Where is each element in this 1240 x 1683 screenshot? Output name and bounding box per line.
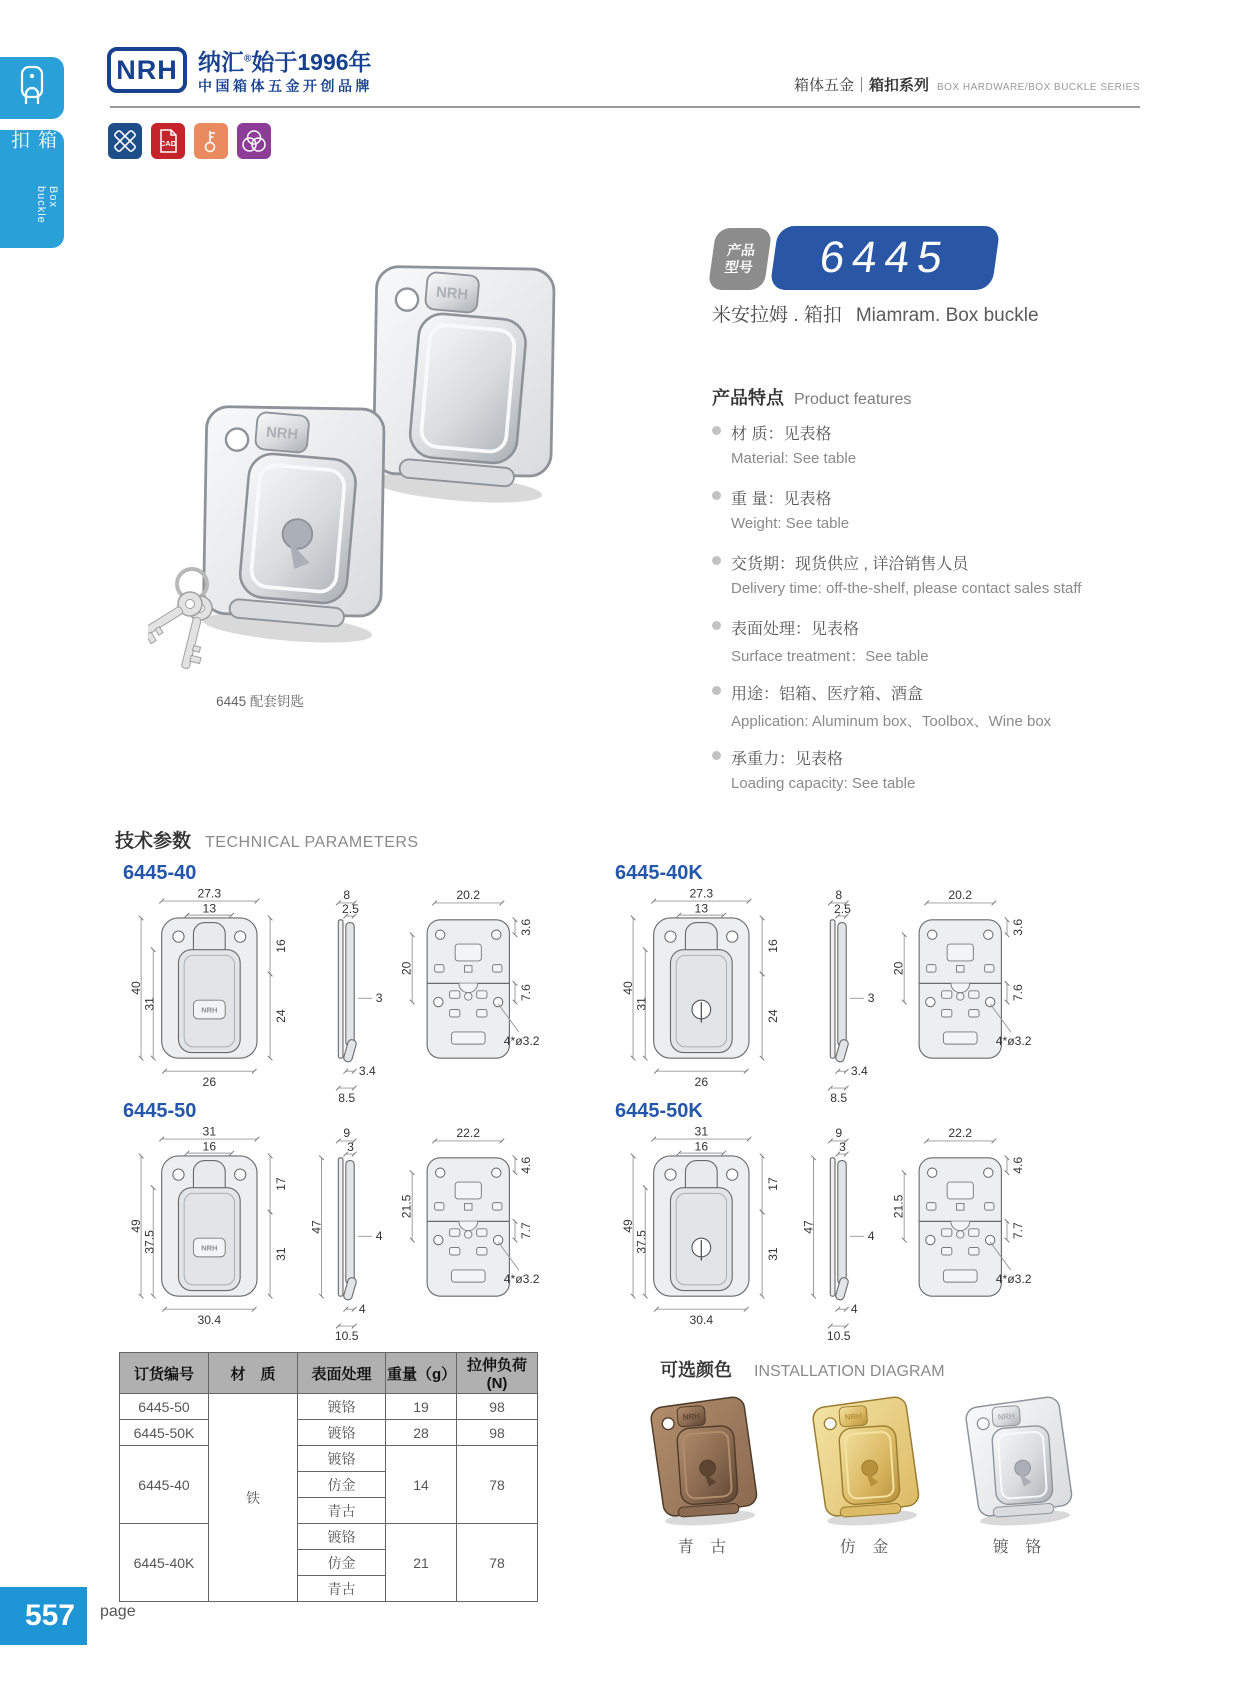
- tech-section-title: 技术参数 TECHNICAL PARAMETERS: [115, 831, 419, 852]
- side-view: [338, 888, 382, 1103]
- header-divider: [110, 106, 1140, 108]
- svg-text:20: 20: [399, 961, 414, 976]
- buckle-icon: [15, 64, 49, 113]
- svg-text:16: 16: [202, 1139, 217, 1154]
- bullet-icon: [712, 426, 721, 435]
- color-label: 仿 金: [839, 1539, 895, 1556]
- table-row: 6445-40 镀铬 14 78: [120, 1446, 538, 1472]
- svg-text:8.5: 8.5: [830, 1091, 848, 1103]
- col-material: 材 质: [209, 1353, 298, 1394]
- color-label: 青 古: [677, 1539, 733, 1556]
- svg-text:2.5: 2.5: [342, 902, 359, 917]
- svg-text:10.5: 10.5: [826, 1329, 851, 1341]
- svg-text:31: 31: [634, 997, 649, 1011]
- back-view: [399, 888, 539, 1058]
- feature-item: 重 量：见表格 Weight: See table: [712, 486, 1232, 532]
- svg-text:4*ø3.2: 4*ø3.2: [995, 1272, 1032, 1287]
- drawing-model-label: 6445-50K: [615, 1100, 703, 1122]
- feature-item: 交货期：现货供应 , 详洽销售人员 Delivery time: off-the-shelf, please contact sales staff: [712, 551, 1232, 597]
- front-view: [621, 888, 780, 1089]
- product-name: 米安拉姆 . 箱扣 Miamram. Box buckle: [712, 305, 1039, 326]
- svg-text:9: 9: [343, 1126, 351, 1141]
- colors-section-title: 可选颜色 INSTALLATION DIAGRAM: [660, 1360, 945, 1380]
- svg-text:NRH: NRH: [844, 1411, 863, 1422]
- feature-icon-row: [108, 123, 271, 159]
- model-badge-label: 产品 型号: [708, 228, 773, 290]
- svg-text:13: 13: [694, 901, 709, 916]
- svg-text:24: 24: [766, 1009, 781, 1023]
- col-weight: 重量（g）: [386, 1353, 457, 1394]
- svg-text:30.4: 30.4: [197, 1313, 222, 1328]
- bullet-icon: [712, 621, 721, 630]
- feature-item: 承重力：见表格 Loading capacity: See table: [712, 746, 1232, 792]
- svg-text:8: 8: [343, 888, 351, 903]
- svg-text:4*ø3.2: 4*ø3.2: [503, 1034, 540, 1049]
- svg-text:4: 4: [867, 1229, 875, 1244]
- svg-text:NRH: NRH: [201, 1005, 218, 1015]
- svg-text:40: 40: [621, 981, 636, 995]
- technical-drawing-6445-50: [108, 1126, 578, 1341]
- series-breadcrumb: 箱体五金｜箱扣系列 BOX HARDWARE/BOX BUCKLE SERIES: [793, 77, 1140, 94]
- color-option-chrome-plated: [960, 1388, 1080, 1533]
- spec-table: [119, 1352, 538, 1602]
- table-row: 6445-50 铁 镀铬 19 98: [120, 1394, 538, 1420]
- brand-tagline: 纳汇®始于1996年: [198, 49, 372, 75]
- bullet-icon: [712, 751, 721, 760]
- svg-text:7.6: 7.6: [518, 984, 533, 1002]
- svg-text:NRH: NRH: [682, 1411, 701, 1422]
- svg-text:47: 47: [309, 1220, 324, 1234]
- svg-text:3: 3: [347, 1140, 354, 1155]
- table-row: 仿金: [120, 1550, 538, 1576]
- side-view: [830, 888, 874, 1103]
- svg-text:22.2: 22.2: [456, 1126, 481, 1141]
- drawing-model-label: 6445-40: [123, 862, 197, 884]
- col-surface: 表面处理: [298, 1353, 386, 1394]
- sidebar-tab-label-zh: 箱扣: [8, 130, 56, 156]
- svg-text:40: 40: [129, 981, 144, 995]
- svg-text:3: 3: [839, 1140, 846, 1155]
- col-order-no: 订货编号: [120, 1353, 209, 1394]
- side-view: [802, 1126, 875, 1341]
- svg-text:22.2: 22.2: [948, 1126, 973, 1141]
- sidebar-tab-label-en: Box buckle: [35, 186, 59, 225]
- technical-drawing-6445-40: [108, 888, 578, 1103]
- svg-text:4: 4: [375, 1229, 383, 1244]
- front-view: [621, 1126, 780, 1327]
- svg-text:9: 9: [835, 1126, 843, 1141]
- bullet-icon: [712, 556, 721, 565]
- technical-drawing-6445-50K: [600, 1126, 1070, 1341]
- photo-caption: 6445 配套钥匙: [216, 694, 304, 709]
- svg-text:7.7: 7.7: [518, 1222, 533, 1240]
- svg-text:21.5: 21.5: [399, 1194, 414, 1219]
- svg-text:20: 20: [891, 961, 906, 976]
- svg-text:10.5: 10.5: [334, 1329, 359, 1341]
- svg-text:8.5: 8.5: [338, 1091, 356, 1103]
- svg-text:30.4: 30.4: [689, 1313, 714, 1328]
- feature-item: 用途：铝箱、医疗箱、酒盒 Application: Aluminum box、Toolbox、Wine box: [712, 681, 1232, 731]
- svg-text:NRH: NRH: [265, 424, 299, 444]
- svg-text:NRH: NRH: [201, 1243, 218, 1253]
- design-tools-icon[interactable]: [108, 123, 142, 159]
- svg-text:CAD: CAD: [159, 139, 177, 148]
- svg-text:26: 26: [694, 1075, 709, 1090]
- back-view: [399, 1126, 539, 1296]
- svg-text:3.6: 3.6: [518, 918, 533, 936]
- svg-text:27.3: 27.3: [197, 888, 222, 901]
- feature-item: 材 质：见表格 Material: See table: [712, 421, 1232, 467]
- back-view: [891, 1126, 1031, 1296]
- svg-text:17: 17: [274, 1177, 289, 1191]
- table-row: 青古: [120, 1498, 538, 1524]
- brand-slogan: 中国箱体五金开创品牌: [198, 78, 373, 94]
- bullet-icon: [712, 686, 721, 695]
- table-row: 6445-50K 镀铬 28 98: [120, 1420, 538, 1446]
- technical-drawing-6445-40K: [600, 888, 1070, 1103]
- svg-text:7.7: 7.7: [1010, 1222, 1025, 1240]
- nrh-logo: [107, 47, 187, 93]
- back-view: [891, 888, 1031, 1058]
- front-view: [129, 888, 288, 1089]
- svg-text:21.5: 21.5: [891, 1194, 906, 1219]
- drawing-model-label: 6445-40K: [615, 862, 703, 884]
- page-word: page: [100, 1603, 136, 1620]
- table-header-row: [120, 1353, 538, 1394]
- svg-text:47: 47: [801, 1220, 816, 1234]
- svg-text:49: 49: [621, 1219, 636, 1233]
- svg-text:4: 4: [358, 1301, 366, 1316]
- color-option-imitation-gold: [807, 1388, 927, 1533]
- sidebar-category-icon-box[interactable]: [0, 57, 64, 119]
- side-view: [310, 1126, 383, 1341]
- nrh-logo-text: NRH: [116, 54, 178, 85]
- model-badge-number: 6445: [770, 226, 1001, 290]
- svg-text:3.6: 3.6: [1010, 918, 1025, 936]
- svg-text:49: 49: [129, 1219, 144, 1233]
- feature-item: 表面处理：见表格 Surface treatment：See table: [712, 616, 1232, 666]
- table-row: 青古: [120, 1576, 538, 1602]
- svg-text:16: 16: [766, 939, 781, 953]
- svg-text:31: 31: [274, 1247, 289, 1261]
- svg-text:24: 24: [274, 1009, 289, 1023]
- svg-text:8: 8: [835, 888, 843, 903]
- color-label: 镀 铬: [992, 1539, 1048, 1556]
- sidebar-tab-box-buckle[interactable]: [0, 130, 64, 248]
- svg-text:4.6: 4.6: [518, 1156, 533, 1174]
- page-number: 557: [24, 1599, 75, 1632]
- material-cell: 铁: [209, 1394, 298, 1602]
- svg-text:13: 13: [202, 901, 217, 916]
- svg-text:27.3: 27.3: [689, 888, 714, 901]
- svg-text:31: 31: [202, 1126, 217, 1139]
- svg-text:4*ø3.2: 4*ø3.2: [503, 1272, 540, 1287]
- svg-text:NRH: NRH: [435, 284, 469, 304]
- drawing-model-label: 6445-50: [123, 1100, 197, 1122]
- svg-text:20.2: 20.2: [456, 888, 481, 903]
- features-title: 产品特点 Product features: [712, 388, 912, 408]
- svg-text:37.5: 37.5: [142, 1230, 157, 1254]
- svg-text:3.4: 3.4: [358, 1063, 376, 1078]
- cad-file-icon[interactable]: [151, 123, 185, 159]
- svg-text:17: 17: [766, 1177, 781, 1191]
- svg-text:NRH: NRH: [997, 1411, 1016, 1422]
- table-row: 6445-40K 镀铬 21 78: [120, 1524, 538, 1550]
- page-number-box: [0, 1587, 87, 1645]
- svg-text:31: 31: [142, 997, 157, 1011]
- svg-text:3.4: 3.4: [850, 1063, 868, 1078]
- svg-text:2.5: 2.5: [834, 902, 851, 917]
- svg-text:3: 3: [867, 991, 875, 1006]
- svg-text:3: 3: [375, 991, 383, 1006]
- color-rings-icon[interactable]: [237, 123, 271, 159]
- color-option-antique-bronze: [645, 1388, 765, 1533]
- table-row: 仿金: [120, 1472, 538, 1498]
- svg-text:31: 31: [694, 1126, 709, 1139]
- front-view: [129, 1126, 288, 1327]
- svg-text:4*ø3.2: 4*ø3.2: [995, 1034, 1032, 1049]
- svg-text:4.6: 4.6: [1010, 1156, 1025, 1174]
- svg-text:37.5: 37.5: [634, 1230, 649, 1254]
- svg-text:4: 4: [850, 1301, 858, 1316]
- svg-text:16: 16: [274, 939, 289, 953]
- bullet-icon: [712, 491, 721, 500]
- key-icon[interactable]: [194, 123, 228, 159]
- product-photo: [118, 240, 618, 700]
- svg-text:31: 31: [766, 1247, 781, 1261]
- svg-text:16: 16: [694, 1139, 709, 1154]
- svg-text:20.2: 20.2: [948, 888, 973, 903]
- col-load: 拉伸负荷 (N): [457, 1353, 538, 1394]
- svg-text:7.6: 7.6: [1010, 984, 1025, 1002]
- svg-text:26: 26: [202, 1075, 217, 1090]
